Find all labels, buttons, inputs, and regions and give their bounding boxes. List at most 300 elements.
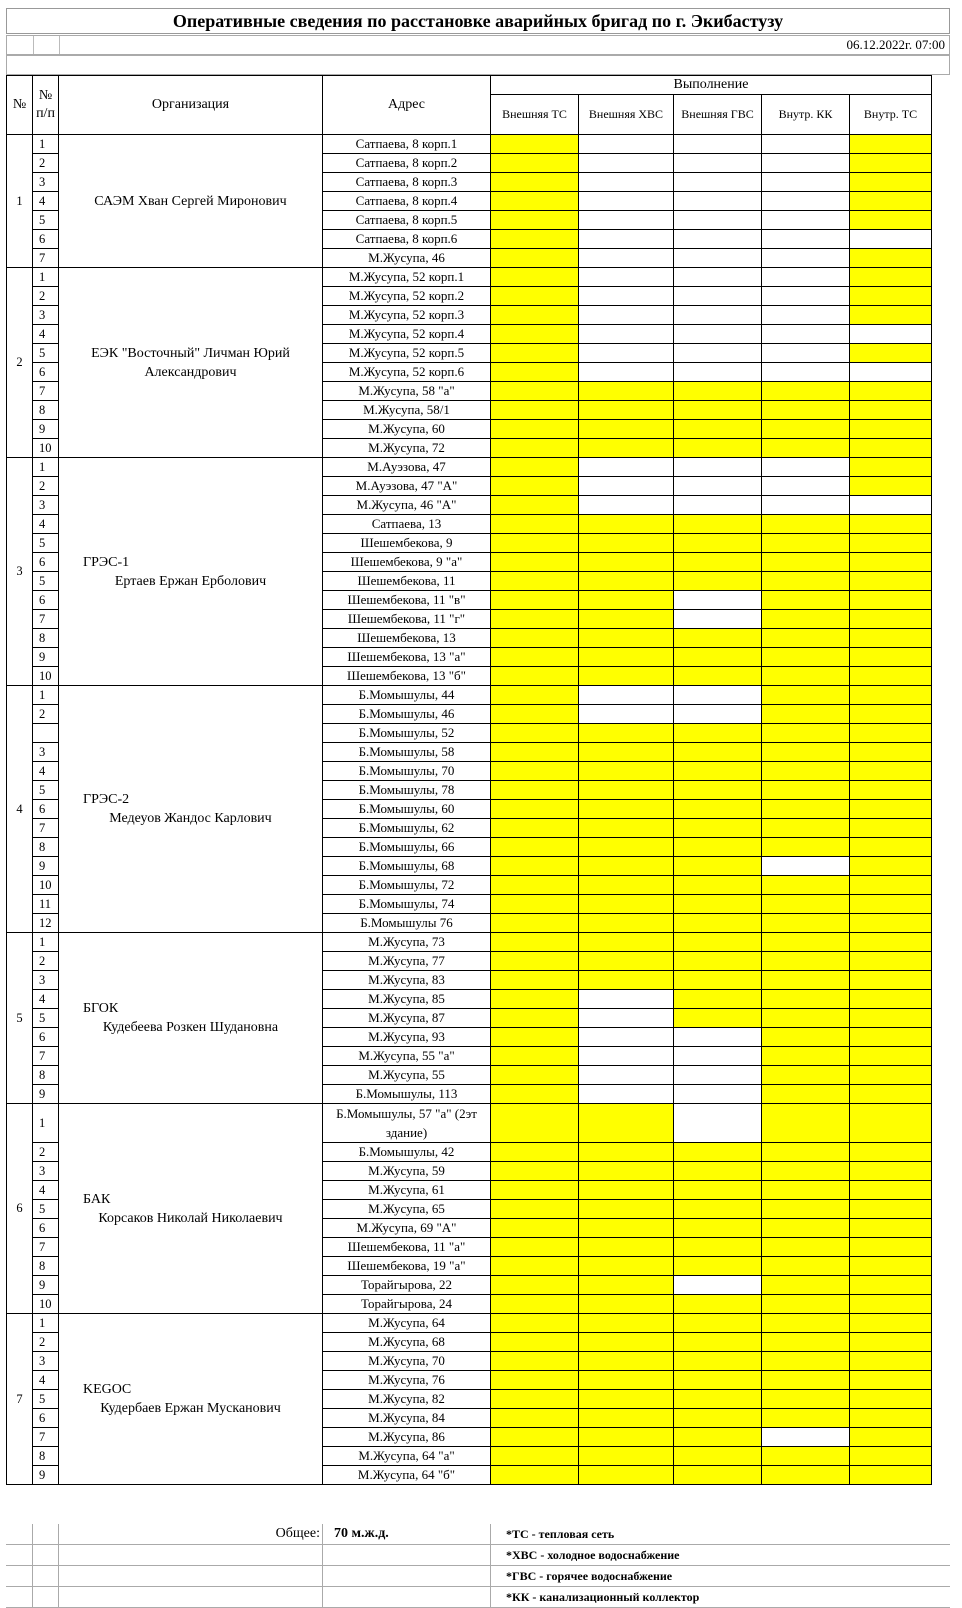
status-cell-int-ts [850,496,932,515]
status-cell-ext-gvs [674,971,762,990]
status-cell-int-ts [850,1066,932,1085]
status-cell-int-kk [762,933,850,952]
row-index: 1 [33,1104,59,1143]
status-cell-int-ts [850,1390,932,1409]
address-cell: Шешембекова, 19 "а" [323,1257,491,1276]
status-cell-int-kk [762,572,850,591]
status-cell-ext-ts [491,230,579,249]
status-cell-int-kk [762,990,850,1009]
status-cell-ext-gvs [674,1466,762,1485]
organization-name: ЕЭК "Восточный" Личман Юрий [91,345,290,361]
status-cell-ext-gvs [674,515,762,534]
address-cell: М.Жусупа, 93 [323,1028,491,1047]
status-cell-ext-gvs [674,629,762,648]
address-cell: М.Жусупа, 52 корп.5 [323,344,491,363]
row-index: 2 [33,705,59,724]
status-cell-int-kk [762,819,850,838]
status-cell-int-kk [762,1390,850,1409]
status-cell-int-ts [850,1200,932,1219]
status-cell-int-kk [762,1428,850,1447]
address-cell: М.Жусупа, 55 "а" [323,1047,491,1066]
status-cell-ext-hvs [579,230,674,249]
status-cell-ext-gvs [674,743,762,762]
address-cell: М.Жусупа, 73 [323,933,491,952]
status-cell-ext-hvs [579,648,674,667]
status-cell-ext-gvs [674,1314,762,1333]
status-cell-int-kk [762,724,850,743]
status-cell-int-ts [850,629,932,648]
row-index: 9 [33,648,59,667]
status-cell-ext-ts [491,895,579,914]
status-cell-ext-gvs [674,648,762,667]
address-cell: М.Жусупа, 64 "а" [323,1447,491,1466]
status-cell-ext-ts [491,1200,579,1219]
status-cell-ext-gvs [674,781,762,800]
address-cell: Б.Момышулы, 62 [323,819,491,838]
status-cell-ext-gvs [674,800,762,819]
status-cell-ext-hvs [579,268,674,287]
status-cell-int-kk [762,458,850,477]
status-cell-ext-gvs [674,1428,762,1447]
col-header-no: № [7,76,33,135]
status-cell-ext-hvs [579,914,674,933]
organization-name: ГРЭС-2 [83,792,130,807]
status-cell-int-kk [762,382,850,401]
address-cell: Б.Момышулы, 57 "а" (2эт здание) [323,1104,491,1143]
status-cell-int-kk [762,648,850,667]
brigades-table [6,75,932,1485]
address-cell: Шешембекова, 13 "б" [323,667,491,686]
status-cell-ext-hvs [579,1181,674,1200]
status-cell-ext-hvs [579,800,674,819]
status-cell-int-kk [762,477,850,496]
table-row [7,135,932,154]
row-index: 12 [33,914,59,933]
organization-cell [59,135,323,268]
row-index: 9 [33,1276,59,1295]
legend-gvs: *ГВС - горячее водоснабжение [506,1569,673,1583]
status-cell-ext-ts [491,743,579,762]
status-cell-int-ts [850,724,932,743]
status-cell-ext-gvs [674,1047,762,1066]
footer-row [6,1545,950,1566]
status-cell-ext-ts [491,344,579,363]
status-cell-ext-hvs [579,933,674,952]
status-cell-int-kk [762,1466,850,1485]
row-index: 3 [33,1352,59,1371]
status-cell-int-kk [762,363,850,382]
status-cell-int-ts [850,1409,932,1428]
row-index: 4 [33,990,59,1009]
status-cell-int-kk [762,439,850,458]
status-cell-int-ts [850,971,932,990]
col-header-pp: № п/п [33,76,59,135]
status-cell-ext-hvs [579,1257,674,1276]
status-cell-ext-ts [491,1314,579,1333]
status-cell-int-ts [850,420,932,439]
row-index: 7 [33,1428,59,1447]
status-cell-int-ts [850,325,932,344]
organization-cell [59,686,323,933]
organization-name: ГРЭС-1 [83,554,130,570]
status-cell-ext-ts [491,1447,579,1466]
row-index: 5 [33,572,59,591]
row-index: 1 [33,686,59,705]
status-cell-ext-hvs [579,1428,674,1447]
status-cell-ext-hvs [579,1238,674,1257]
status-cell-ext-gvs [674,591,762,610]
status-cell-ext-ts [491,686,579,705]
status-cell-ext-ts [491,268,579,287]
status-cell-int-kk [762,1143,850,1162]
status-cell-ext-hvs [579,1219,674,1238]
status-cell-int-kk [762,401,850,420]
address-cell: М.Жусупа, 65 [323,1200,491,1219]
row-index: 2 [33,1333,59,1352]
address-cell: Б.Момышулы, 52 [323,724,491,743]
table-row [7,1314,932,1333]
status-cell-ext-gvs [674,1162,762,1181]
address-cell: Шешембекова, 11 [323,572,491,591]
status-cell-int-kk [762,762,850,781]
status-cell-int-ts [850,306,932,325]
status-cell-ext-hvs [579,420,674,439]
status-cell-int-ts [850,1314,932,1333]
address-cell: М.Жусупа, 58/1 [323,401,491,420]
address-cell: Шешембекова, 11 "в" [323,591,491,610]
status-cell-ext-gvs [674,458,762,477]
group-number: 1 [7,135,33,268]
status-cell-ext-hvs [579,344,674,363]
status-cell-int-kk [762,1257,850,1276]
status-cell-int-kk [762,1352,850,1371]
status-cell-ext-hvs [579,629,674,648]
status-cell-ext-ts [491,287,579,306]
status-cell-ext-hvs [579,1200,674,1219]
status-cell-ext-ts [491,724,579,743]
address-cell: М.Жусупа, 86 [323,1428,491,1447]
status-cell-int-kk [762,952,850,971]
status-cell-int-ts [850,1104,932,1143]
status-cell-ext-gvs [674,496,762,515]
status-cell-int-ts [850,344,932,363]
row-index: 8 [33,629,59,648]
status-cell-int-ts [850,1447,932,1466]
status-cell-ext-ts [491,1219,579,1238]
organization-name: БАК [83,1191,111,1207]
col-header-addr: Адрес [323,76,491,135]
group-number: 4 [7,686,33,933]
row-index: 10 [33,667,59,686]
status-cell-ext-hvs [579,135,674,154]
status-cell-ext-hvs [579,591,674,610]
status-cell-int-kk [762,230,850,249]
address-cell: Шешембекова, 9 [323,534,491,553]
status-cell-ext-hvs [579,439,674,458]
legend-hvs: *ХВС - холодное водоснабжение [506,1548,680,1562]
status-cell-ext-ts [491,1085,579,1104]
status-cell-ext-gvs [674,705,762,724]
status-cell-int-ts [850,154,932,173]
status-cell-ext-hvs [579,819,674,838]
row-index: 3 [33,306,59,325]
status-cell-int-ts [850,1009,932,1028]
status-cell-int-kk [762,876,850,895]
status-cell-ext-ts [491,382,579,401]
status-cell-int-ts [850,686,932,705]
status-cell-int-ts [850,135,932,154]
status-cell-int-ts [850,1085,932,1104]
row-index: 4 [33,515,59,534]
status-cell-ext-ts [491,420,579,439]
status-cell-ext-gvs [674,933,762,952]
status-cell-int-ts [850,610,932,629]
row-index: 7 [33,249,59,268]
status-cell-ext-gvs [674,401,762,420]
status-cell-ext-ts [491,1466,579,1485]
address-cell: М.Жусупа, 72 [323,439,491,458]
address-cell: М.Жусупа, 61 [323,1181,491,1200]
status-cell-ext-ts [491,667,579,686]
address-cell: Б.Момышулы, 58 [323,743,491,762]
status-cell-ext-ts [491,876,579,895]
status-cell-ext-ts [491,496,579,515]
status-cell-ext-gvs [674,344,762,363]
row-index: 8 [33,1447,59,1466]
status-cell-int-kk [762,192,850,211]
address-cell: Сатпаева, 8 корп.6 [323,230,491,249]
row-index: 4 [33,1371,59,1390]
status-cell-ext-hvs [579,173,674,192]
status-cell-ext-hvs [579,1352,674,1371]
status-cell-ext-ts [491,933,579,952]
row-index: 2 [33,154,59,173]
status-cell-int-kk [762,800,850,819]
address-cell: Сатпаева, 8 корп.4 [323,192,491,211]
status-cell-ext-hvs [579,1276,674,1295]
status-cell-ext-gvs [674,154,762,173]
address-cell: М.Жусупа, 55 [323,1066,491,1085]
status-cell-int-kk [762,895,850,914]
status-cell-ext-hvs [579,743,674,762]
address-cell: М.Жусупа, 52 корп.3 [323,306,491,325]
status-cell-ext-gvs [674,249,762,268]
status-cell-int-ts [850,857,932,876]
spacer-row [6,55,950,75]
row-index: 4 [33,1181,59,1200]
status-cell-ext-ts [491,1409,579,1428]
organization-name: БГОК [83,1001,119,1016]
organization-cell [59,933,323,1104]
status-cell-int-kk [762,211,850,230]
status-cell-ext-hvs [579,857,674,876]
status-cell-ext-hvs [579,1047,674,1066]
status-cell-ext-gvs [674,1371,762,1390]
status-cell-int-kk [762,1066,850,1085]
status-cell-ext-hvs [579,990,674,1009]
status-cell-ext-hvs [579,458,674,477]
status-cell-ext-hvs [579,287,674,306]
row-index: 9 [33,1466,59,1485]
status-cell-int-ts [850,363,932,382]
status-cell-ext-hvs [579,610,674,629]
status-cell-ext-hvs [579,192,674,211]
address-cell: Б.Момышулы, 44 [323,686,491,705]
status-cell-ext-ts [491,648,579,667]
row-index: 5 [33,211,59,230]
status-cell-int-kk [762,1314,850,1333]
status-cell-int-ts [850,914,932,933]
status-cell-ext-hvs [579,762,674,781]
row-index: 1 [33,268,59,287]
legend-kk: *КК - канализационный коллектор [506,1590,700,1604]
organization-name: KEGOC [83,1382,132,1397]
status-cell-ext-ts [491,1047,579,1066]
status-cell-ext-gvs [674,382,762,401]
status-cell-int-ts [850,1047,932,1066]
status-cell-int-ts [850,1219,932,1238]
status-cell-ext-gvs [674,1143,762,1162]
status-cell-ext-gvs [674,762,762,781]
status-cell-ext-hvs [579,382,674,401]
status-cell-int-ts [850,1333,932,1352]
status-cell-ext-ts [491,192,579,211]
address-cell: М.Жусупа, 52 корп.6 [323,363,491,382]
table-row [7,933,932,952]
row-index: 5 [33,1390,59,1409]
table-row [7,1104,932,1143]
organization-cell [59,458,323,686]
date-row [6,35,950,55]
row-index: 8 [33,1066,59,1085]
address-cell: Б.Момышулы, 72 [323,876,491,895]
status-cell-int-ts [850,515,932,534]
status-cell-int-kk [762,515,850,534]
status-cell-int-kk [762,838,850,857]
status-cell-int-ts [850,439,932,458]
status-cell-int-ts [850,1352,932,1371]
row-index: 5 [33,534,59,553]
status-cell-ext-ts [491,173,579,192]
row-index: 3 [33,496,59,515]
address-cell: М.Ауэзова, 47 "А" [323,477,491,496]
row-index: 4 [33,762,59,781]
row-index: 6 [33,1409,59,1428]
status-cell-int-ts [850,952,932,971]
status-cell-int-kk [762,667,850,686]
status-cell-ext-ts [491,610,579,629]
status-cell-ext-gvs [674,135,762,154]
row-index: 5 [33,1200,59,1219]
status-cell-int-kk [762,914,850,933]
status-cell-ext-ts [491,1257,579,1276]
status-cell-ext-ts [491,135,579,154]
status-cell-int-kk [762,686,850,705]
address-cell: М.Жусупа, 52 корп.2 [323,287,491,306]
col-header-int-ts: Внутр. ТС [850,95,932,135]
status-cell-ext-gvs [674,895,762,914]
row-index: 6 [33,553,59,572]
status-cell-ext-ts [491,800,579,819]
status-cell-int-kk [762,1181,850,1200]
row-index: 10 [33,1295,59,1314]
status-cell-int-ts [850,1257,932,1276]
row-index: 3 [33,1162,59,1181]
status-cell-ext-hvs [579,572,674,591]
status-cell-ext-hvs [579,1104,674,1143]
status-cell-ext-ts [491,819,579,838]
status-cell-int-ts [850,800,932,819]
col-header-ext-gvs: Внешняя ГВС [674,95,762,135]
status-cell-ext-gvs [674,838,762,857]
organization-person: Кудербаев Ержан Мусканович [100,1401,281,1416]
status-cell-ext-ts [491,952,579,971]
status-cell-ext-hvs [579,1333,674,1352]
status-cell-ext-hvs [579,1295,674,1314]
status-cell-ext-ts [491,306,579,325]
group-number: 5 [7,933,33,1104]
status-cell-ext-gvs [674,287,762,306]
table-footer [6,1524,950,1608]
status-cell-int-ts [850,743,932,762]
status-cell-ext-ts [491,401,579,420]
address-cell: Сатпаева, 8 корп.2 [323,154,491,173]
row-index: 7 [33,1238,59,1257]
address-cell: М.Жусупа, 83 [323,971,491,990]
status-cell-int-kk [762,629,850,648]
status-cell-ext-hvs [579,325,674,344]
status-cell-ext-ts [491,211,579,230]
status-cell-ext-hvs [579,838,674,857]
address-cell: М.Жусупа, 70 [323,1352,491,1371]
status-cell-int-kk [762,1219,850,1238]
footer-row [6,1566,950,1587]
status-cell-int-kk [762,743,850,762]
status-cell-int-ts [850,667,932,686]
row-index: 7 [33,819,59,838]
row-index: 5 [33,1009,59,1028]
status-cell-int-ts [850,534,932,553]
table-row [7,686,932,705]
status-cell-int-kk [762,1447,850,1466]
organization-person: Медеуов Жандос Карлович [109,811,272,826]
total-value: 70 м.ж.д. [334,1526,389,1541]
status-cell-ext-gvs [674,192,762,211]
status-cell-ext-ts [491,1238,579,1257]
status-cell-int-kk [762,249,850,268]
status-cell-int-kk [762,1162,850,1181]
address-cell: М.Жусупа, 52 корп.1 [323,268,491,287]
row-index: 6 [33,230,59,249]
address-cell: Б.Момышулы, 66 [323,838,491,857]
group-number: 2 [7,268,33,458]
status-cell-ext-hvs [579,1028,674,1047]
status-cell-ext-gvs [674,1104,762,1143]
status-cell-int-ts [850,1295,932,1314]
status-cell-ext-gvs [674,534,762,553]
status-cell-ext-hvs [579,249,674,268]
row-index: 6 [33,1028,59,1047]
status-cell-ext-ts [491,1104,579,1143]
status-cell-ext-ts [491,1333,579,1352]
legend-ts: *ТС - тепловая сеть [506,1527,615,1541]
row-index: 6 [33,591,59,610]
row-index: 7 [33,1047,59,1066]
organization-name: САЭМ Хван Сергей Миронович [94,193,287,209]
status-cell-ext-gvs [674,1028,762,1047]
status-cell-int-ts [850,895,932,914]
status-cell-int-ts [850,458,932,477]
